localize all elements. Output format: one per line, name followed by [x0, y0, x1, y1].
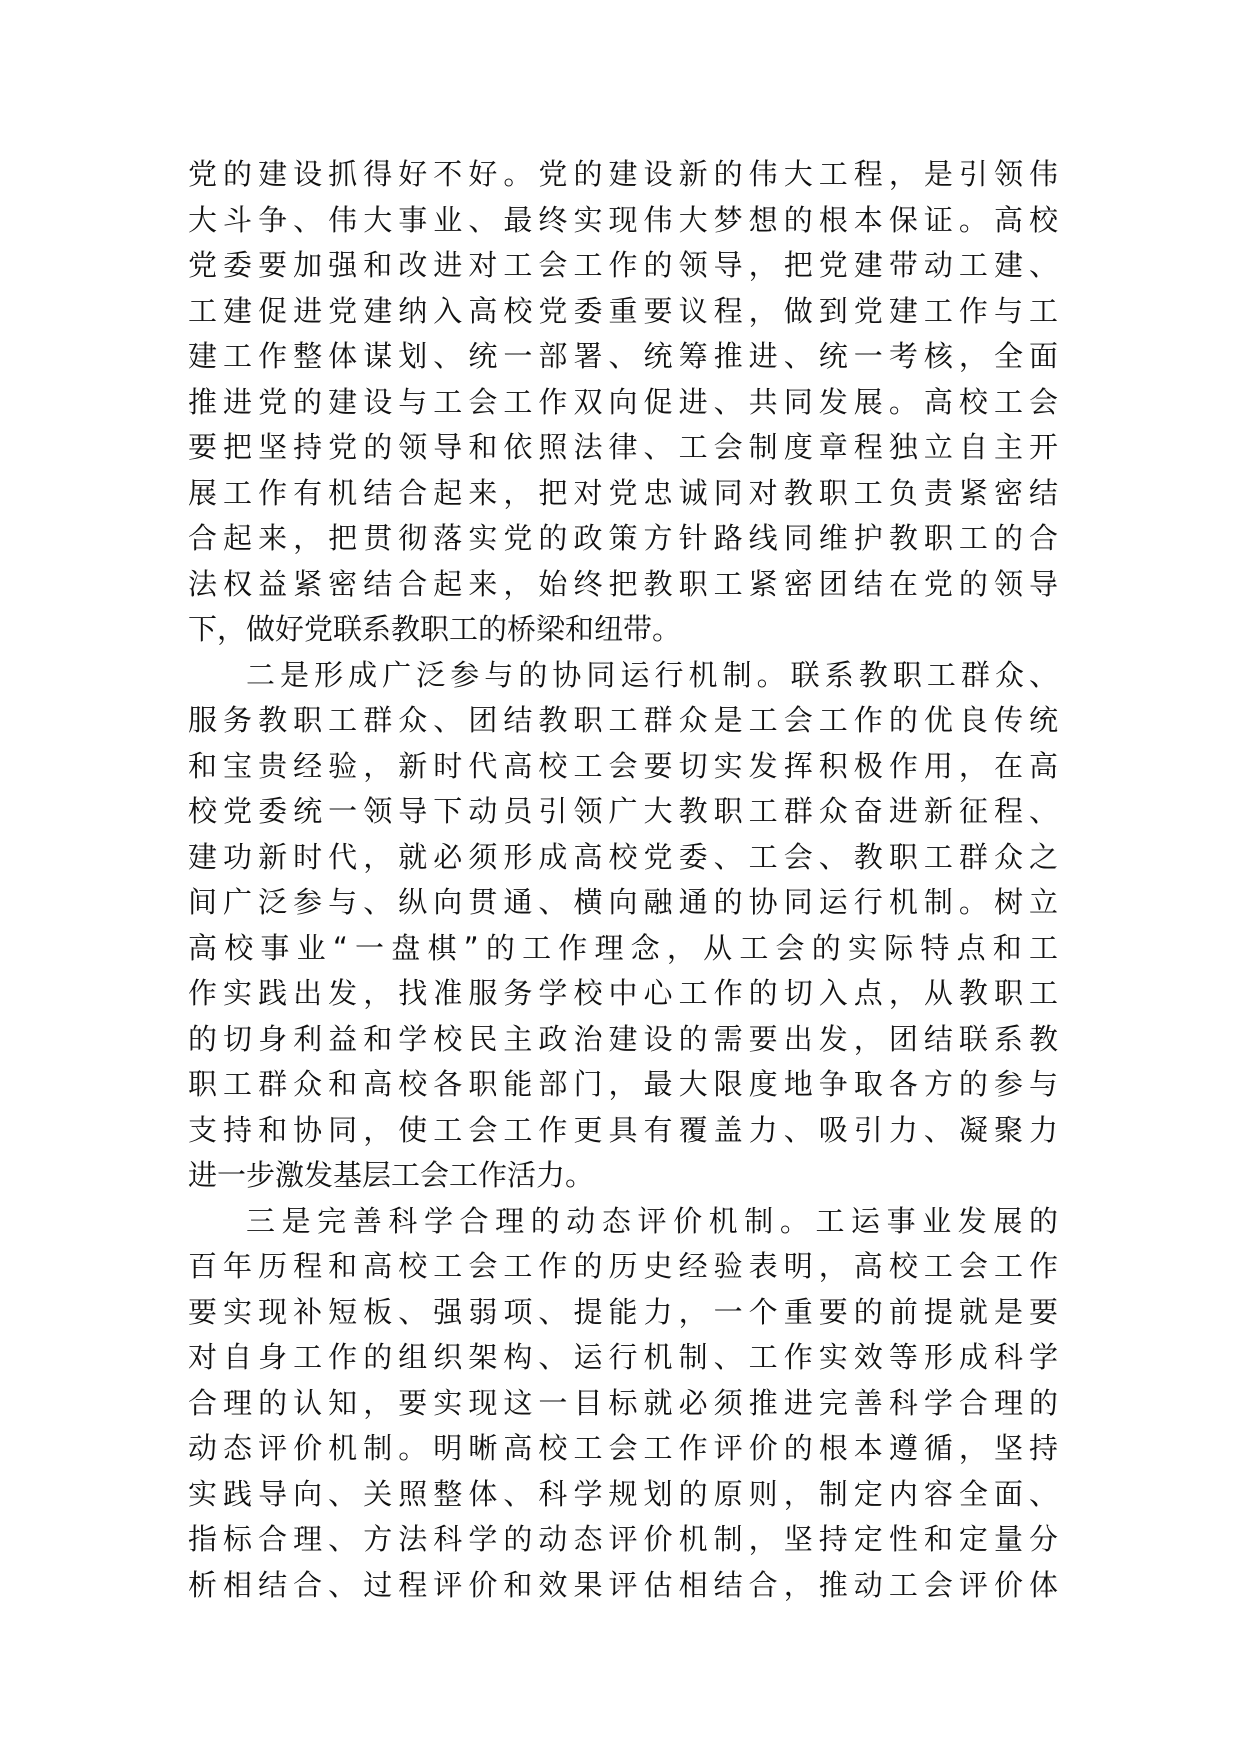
text-line: 的切身利益和学校民主政治建设的需要出发，团结联系教 — [188, 1021, 1058, 1056]
paragraph-1 — [188, 152, 1058, 653]
text-line: 推进党的建设与工会工作双向促进、共同发展。高校工会 — [188, 384, 1058, 419]
text-line: 职工群众和高校各职能部门，最大限度地争取各方的参与 — [188, 1067, 1058, 1101]
text-line: 建工作整体谋划、统一部署、统筹推进、统一考核，全面 — [188, 339, 1058, 373]
text-line: 间广泛参与、纵向贯通、横向融通的协同运行机制。树立 — [188, 885, 1058, 919]
text-line: 党的建设抓得好不好。党的建设新的伟大工程，是引领伟 — [188, 157, 1058, 191]
text-line: 支持和协同，使工会工作更具有覆盖力、吸引力、凝聚力 — [188, 1112, 1058, 1147]
text-line: 二是形成广泛参与的协同运行机制。联系教职工群众、 — [246, 657, 1058, 692]
text-line: 和宝贵经验，新时代高校工会要切实发挥积极作用，在高 — [188, 748, 1058, 783]
text-line: 实践导向、关照整体、科学规划的原则，制定内容全面、 — [188, 1476, 1058, 1511]
text-line: 百年历程和高校工会工作的历史经验表明，高校工会工作 — [188, 1249, 1058, 1283]
text-line: 建功新时代，就必须形成高校党委、工会、教职工群众之 — [188, 839, 1058, 874]
text-line: 高校事业“一盘棋”的工作理念，从工会的实际特点和工 — [188, 930, 1058, 965]
text-line: 三是完善科学合理的动态评价机制。工运事业发展的 — [246, 1203, 1058, 1238]
text-line: 合理的认知，要实现这一目标就必须推进完善科学合理的 — [188, 1385, 1058, 1420]
text-line: 析相结合、过程评价和效果评估相结合，推动工会评价体 — [188, 1567, 1058, 1602]
text-line: 指标合理、方法科学的动态评价机制，坚持定性和定量分 — [188, 1522, 1058, 1556]
text-line: 要把坚持党的领导和依照法律、工会制度章程独立自主开 — [188, 430, 1058, 464]
text-line: 服务教职工群众、团结教职工群众是工会工作的优良传统 — [188, 703, 1058, 737]
paragraph-3 — [188, 1199, 1058, 1609]
text-line: 党委要加强和改进对工会工作的领导，把党建带动工建、 — [188, 248, 1058, 282]
text-line: 工建促进党建纳入高校党委重要议程，做到党建工作与工 — [188, 293, 1058, 328]
paragraph-2 — [188, 653, 1058, 1199]
text-line: 对自身工作的组织架构、运行机制、工作实效等形成科学 — [188, 1340, 1058, 1374]
text-line: 下，做好党联系教职工的桥梁和纽带。 — [188, 612, 682, 646]
text-line: 展工作有机结合起来，把对党忠诚同对教职工负责紧密结 — [188, 475, 1058, 510]
text-line: 大斗争、伟大事业、最终实现伟大梦想的根本保证。高校 — [188, 202, 1058, 237]
text-line: 法权益紧密结合起来，始终把教职工紧密团结在党的领导 — [188, 566, 1058, 601]
text-line: 校党委统一领导下动员引领广大教职工群众奋进新征程、 — [188, 794, 1058, 828]
text-line: 进一步激发基层工会工作活力。 — [188, 1158, 595, 1192]
text-line: 合起来，把贯彻落实党的政策方针路线同维护教职工的合 — [188, 521, 1058, 555]
text-line: 要实现补短板、强弱项、提能力，一个重要的前提就是要 — [188, 1294, 1058, 1329]
text-line: 作实践出发，找准服务学校中心工作的切入点，从教职工 — [188, 976, 1058, 1010]
body-text — [188, 152, 1058, 1608]
text-line: 动态评价机制。明晰高校工会工作评价的根本遵循，坚持 — [188, 1431, 1058, 1465]
